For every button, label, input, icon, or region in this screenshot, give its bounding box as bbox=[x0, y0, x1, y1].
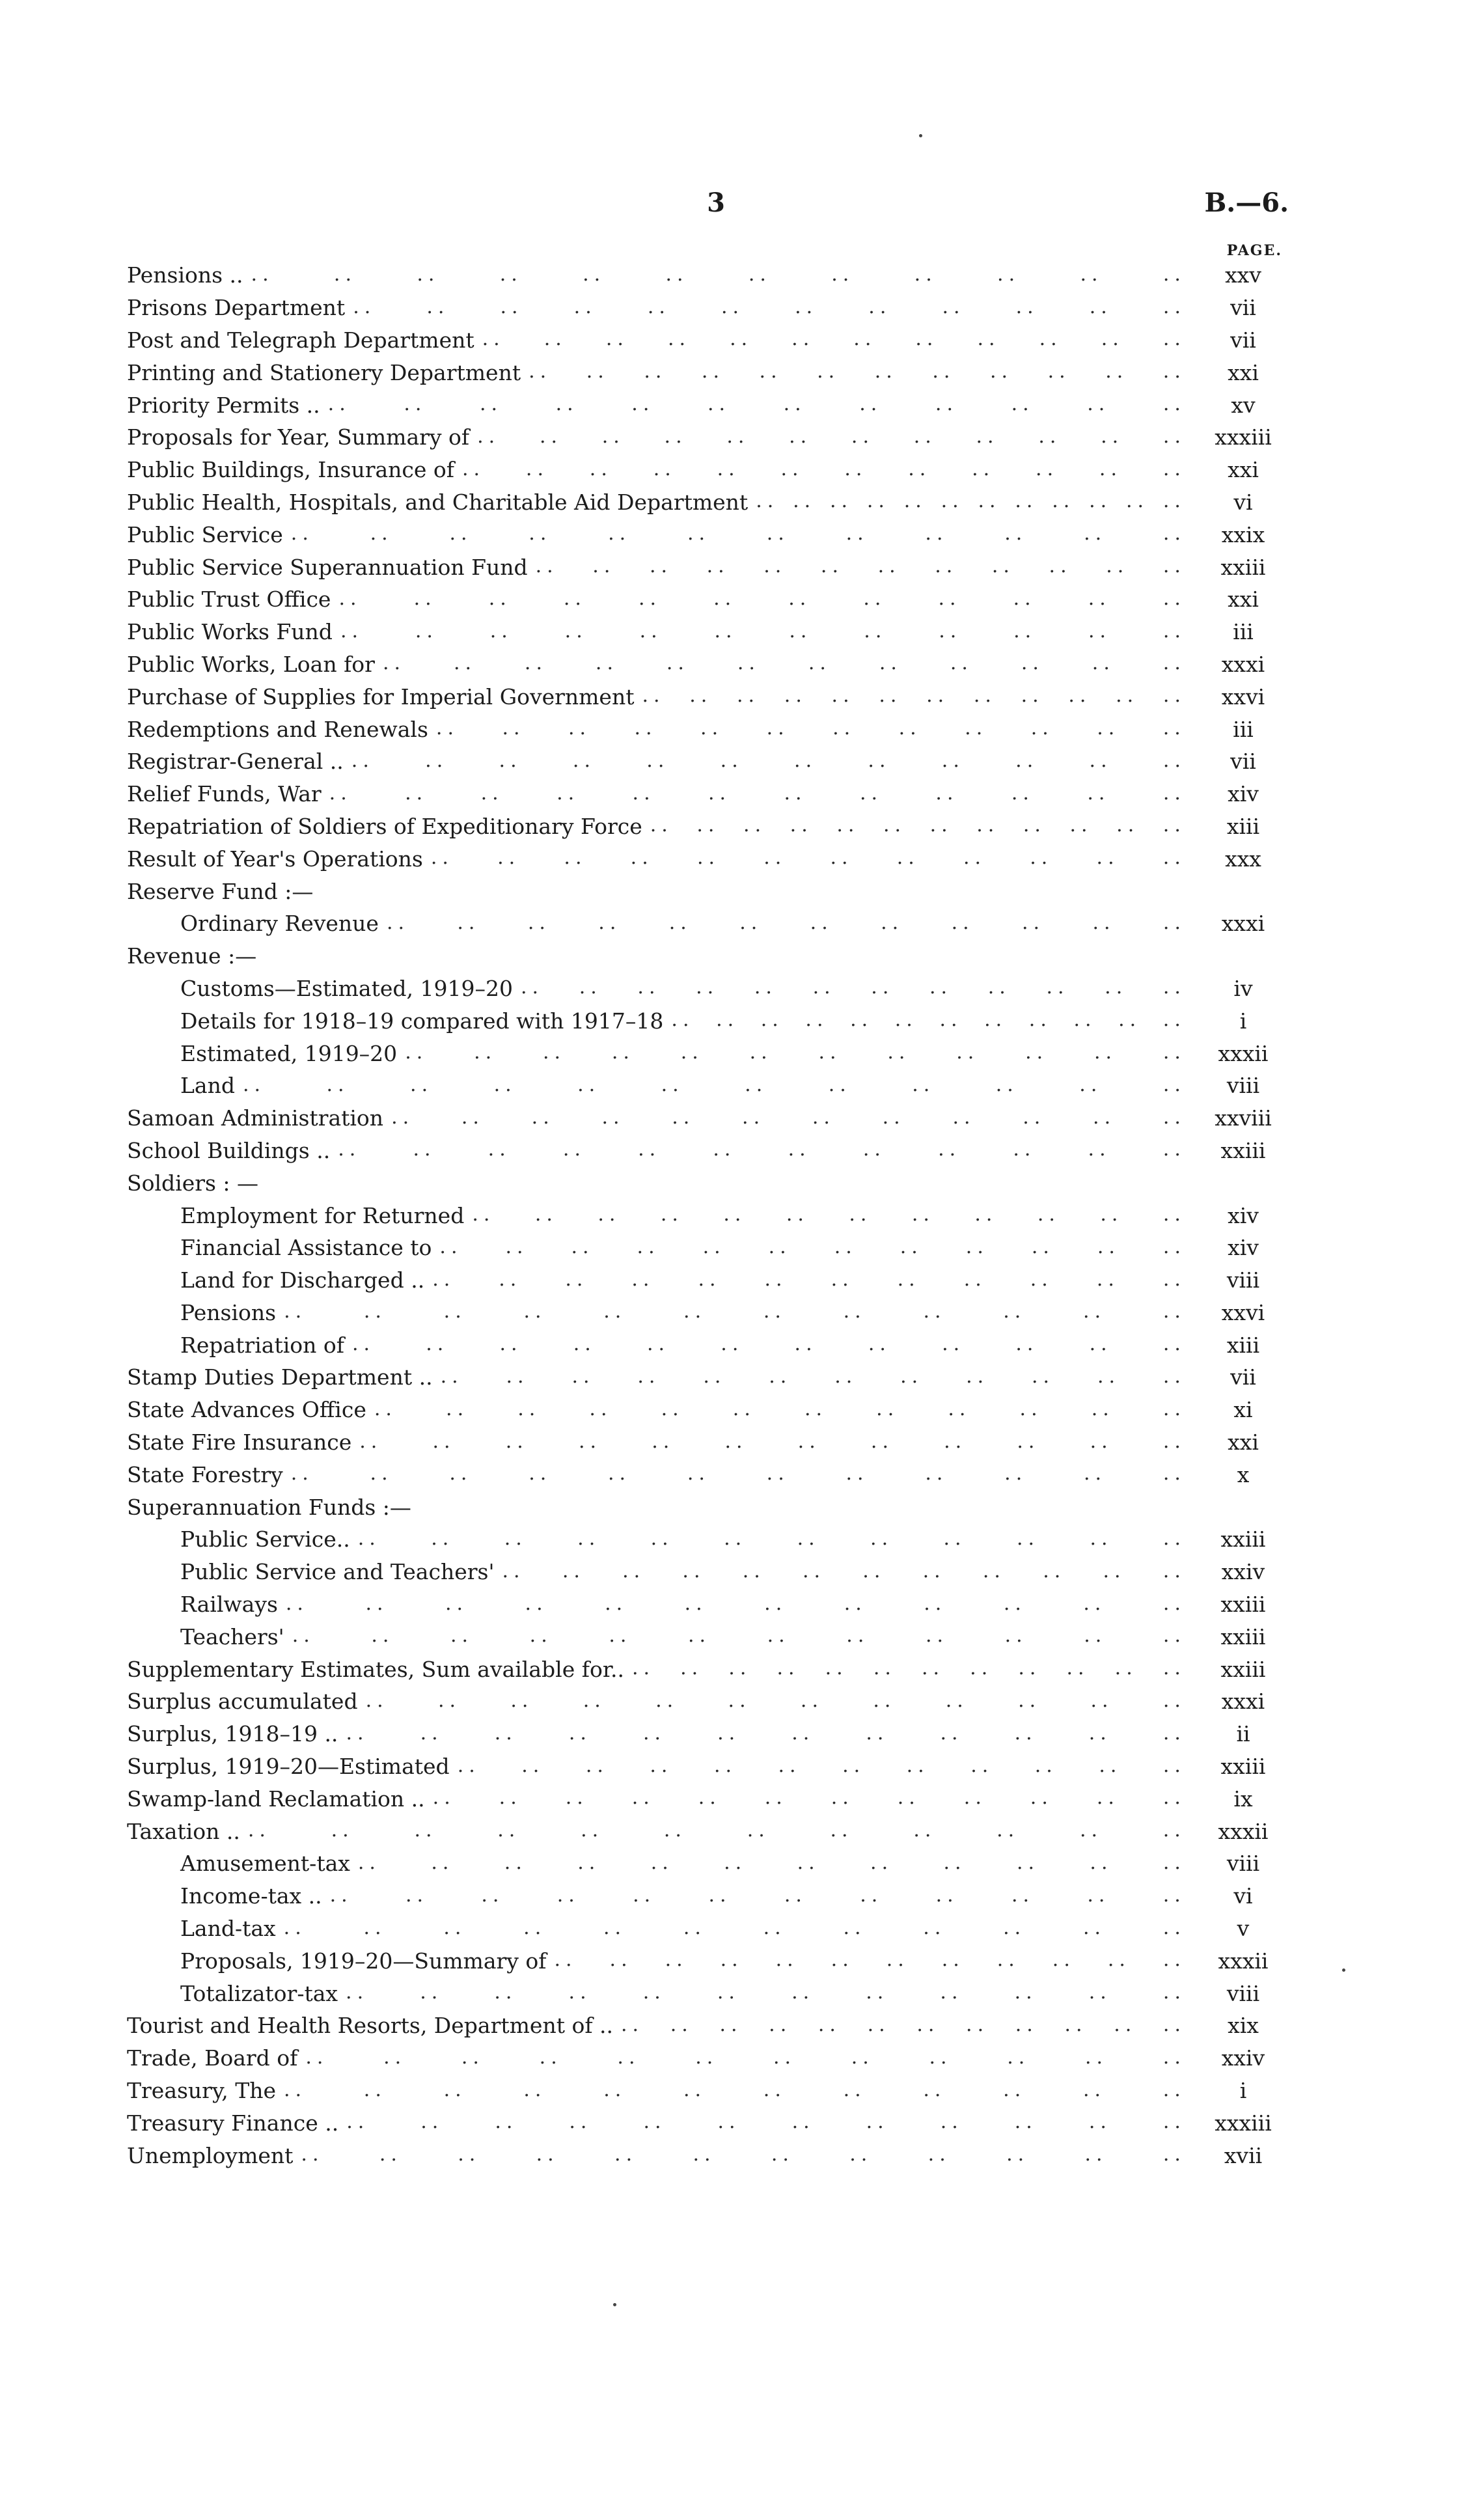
index-entry-page: i bbox=[1239, 1008, 1247, 1034]
index-entry bbox=[127, 2139, 1289, 2172]
dot-leader: .. .. .. .. .. .. .. .. .. .. .. .. bbox=[457, 1757, 1186, 1776]
dot-leader: .. .. .. .. .. .. .. .. .. .. .. .. bbox=[329, 1886, 1186, 1905]
index-entry-label: Amusement-tax bbox=[180, 1851, 350, 1877]
index-entry bbox=[127, 1135, 1289, 1167]
index-entry-label: Public Service Superannuation Fund bbox=[127, 554, 528, 580]
index-entry-label: Superannuation Funds :— bbox=[127, 1494, 411, 1520]
dot-leader: .. .. .. .. .. .. .. .. .. .. .. .. bbox=[435, 720, 1186, 739]
index-entry bbox=[127, 2042, 1289, 2075]
dot-leader: .. .. .. .. .. .. .. .. .. .. .. .. bbox=[756, 493, 1186, 512]
index-entry-page: xxiii bbox=[1220, 1137, 1266, 1163]
index-entry bbox=[127, 324, 1289, 357]
index-entry bbox=[127, 973, 1289, 1005]
index-entry-page: xxvi bbox=[1221, 1299, 1265, 1325]
dot-leader bbox=[321, 882, 1186, 900]
dot-leader: .. .. .. .. .. .. .. .. .. .. .. .. bbox=[359, 1433, 1186, 1452]
dot-leader: .. .. .. .. .. .. .. .. .. .. .. .. bbox=[382, 655, 1186, 674]
dot-leader: .. .. .. .. .. .. .. .. .. .. .. .. bbox=[305, 2049, 1186, 2067]
dot-leader: .. .. .. .. .. .. .. .. .. .. .. .. bbox=[430, 849, 1186, 868]
index-entry-page: vii bbox=[1230, 327, 1256, 353]
dot-leader: .. .. .. .. .. .. .. .. .. .. .. .. bbox=[502, 1562, 1186, 1581]
index-entry-page: xxxi bbox=[1221, 911, 1265, 937]
dot-leader: .. .. .. .. .. .. .. .. .. .. .. .. bbox=[327, 396, 1186, 415]
index-entry bbox=[127, 680, 1289, 713]
dot-leader: .. .. .. .. .. .. .. .. .. .. .. .. bbox=[283, 1919, 1186, 1938]
index-entry-page: xiv bbox=[1228, 1235, 1259, 1261]
index-entry bbox=[127, 1880, 1289, 1912]
index-entry-label: Public Service.. bbox=[180, 1526, 350, 1553]
index-entry-page: xxiii bbox=[1220, 1592, 1266, 1618]
index-entry bbox=[127, 778, 1289, 810]
index-entry-label: Relief Funds, War bbox=[127, 781, 322, 807]
index-entry bbox=[127, 1232, 1289, 1264]
index-entry-label: Teachers' bbox=[180, 1623, 284, 1650]
index-entry bbox=[127, 1037, 1289, 1070]
index-entry bbox=[127, 1944, 1289, 1977]
index-entry bbox=[127, 259, 1289, 292]
index-entry bbox=[127, 1070, 1289, 1102]
index-entry-page: xv bbox=[1231, 392, 1256, 418]
dot-leader: .. .. .. .. .. .. .. .. .. .. .. .. bbox=[285, 1595, 1186, 1614]
index-entry bbox=[127, 389, 1289, 421]
dot-leader: .. .. .. .. .. .. .. .. .. .. .. .. bbox=[554, 1952, 1186, 1970]
index-entry bbox=[127, 356, 1289, 389]
index-entry bbox=[127, 1426, 1289, 1459]
dot-leader: .. .. .. .. .. .. .. .. .. .. .. .. bbox=[432, 1271, 1186, 1290]
dot-leader: .. .. .. .. .. .. .. .. .. .. .. .. bbox=[386, 914, 1186, 933]
scan-speck bbox=[613, 2303, 616, 2306]
index-entry-label: Purchase of Supplies for Imperial Government bbox=[127, 683, 635, 710]
index-list bbox=[127, 259, 1289, 2172]
index-entry-label: Land-tax bbox=[180, 1916, 276, 1942]
index-entry bbox=[127, 875, 1289, 907]
index-entry bbox=[127, 1685, 1289, 1718]
index-entry-page: xxiii bbox=[1220, 1754, 1266, 1780]
dot-leader: .. .. .. .. .. .. .. .. .. .. .. .. bbox=[650, 817, 1186, 836]
index-entry bbox=[127, 1361, 1289, 1394]
index-entry-label: Totalizator-tax bbox=[180, 1980, 338, 2006]
index-entry-label: Trade, Board of bbox=[127, 2045, 298, 2071]
dot-leader: .. .. .. .. .. .. .. .. .. .. .. .. bbox=[247, 1822, 1186, 1841]
index-entry bbox=[127, 940, 1289, 973]
index-entry-page: xxxi bbox=[1221, 1689, 1265, 1715]
index-entry-label: Employment for Returned bbox=[180, 1202, 465, 1228]
index-entry bbox=[127, 551, 1289, 583]
index-entry bbox=[127, 745, 1289, 778]
dot-leader: .. .. .. .. .. .. .. .. .. .. .. .. bbox=[251, 266, 1186, 284]
dot-leader: .. .. .. .. .. .. .. .. .. .. .. .. bbox=[292, 1627, 1186, 1646]
dot-leader: .. .. .. .. .. .. .. .. .. .. .. .. bbox=[391, 1109, 1186, 1127]
index-entry-label: Repatriation of Soldiers of Expeditionary Force bbox=[127, 813, 642, 839]
index-entry-label: Supplementary Estimates, Sum available for.. bbox=[127, 1656, 624, 1682]
index-entry bbox=[127, 454, 1289, 486]
index-entry-label: Reserve Fund :— bbox=[127, 878, 314, 904]
index-entry-label: Unemployment bbox=[127, 2142, 294, 2168]
index-entry bbox=[127, 1912, 1289, 1945]
index-entry-page: viii bbox=[1226, 1073, 1260, 1099]
dot-leader: .. .. .. .. .. .. .. .. .. .. .. .. bbox=[357, 1530, 1186, 1549]
index-entry-label: Income-tax .. bbox=[180, 1883, 322, 1909]
index-entry bbox=[127, 1004, 1289, 1037]
dot-leader: .. .. .. .. .. .. .. .. .. .. .. .. bbox=[346, 1724, 1186, 1743]
dot-leader: .. .. .. .. .. .. .. .. .. .. .. .. bbox=[340, 622, 1186, 641]
index-entry-page: xiv bbox=[1228, 1202, 1259, 1228]
index-entry-label: School Buildings .. bbox=[127, 1137, 331, 1163]
index-entry-page: xxxiii bbox=[1215, 2110, 1272, 2136]
index-entry-page: xxiii bbox=[1220, 1656, 1266, 1682]
index-entry bbox=[127, 1199, 1289, 1232]
index-entry-page: xxiv bbox=[1221, 2045, 1265, 2071]
dot-leader: .. .. .. .. .. .. .. .. .. .. .. .. bbox=[351, 1336, 1186, 1355]
index-entry-label: Pensions bbox=[180, 1299, 277, 1325]
index-entry-page: xxi bbox=[1228, 457, 1259, 483]
index-entry bbox=[127, 1620, 1289, 1653]
index-entry-label: Stamp Duties Department .. bbox=[127, 1364, 433, 1390]
index-entry-label: Soldiers : — bbox=[127, 1170, 259, 1196]
index-entry bbox=[127, 907, 1289, 940]
index-entry bbox=[127, 1847, 1289, 1880]
index-entry-page: xxxiii bbox=[1215, 424, 1272, 450]
index-entry-page: xi bbox=[1233, 1397, 1253, 1423]
index-entry-label: Surplus, 1919–20—Estimated bbox=[127, 1754, 450, 1780]
index-entry-page: viii bbox=[1226, 1267, 1260, 1293]
dot-leader: .. .. .. .. .. .. .. .. .. .. .. .. bbox=[346, 2114, 1186, 2133]
index-entry bbox=[127, 1523, 1289, 1556]
index-entry-page: xxi bbox=[1228, 1429, 1259, 1456]
index-entry-label: Railways bbox=[180, 1592, 278, 1618]
index-entry-page: xxiii bbox=[1220, 1623, 1266, 1650]
index-entry-label: Post and Telegraph Department bbox=[127, 327, 474, 353]
index-entry-label: Public Service bbox=[127, 521, 283, 547]
index-entry bbox=[127, 292, 1289, 324]
index-entry-page: xiii bbox=[1226, 813, 1260, 839]
index-entry bbox=[127, 421, 1289, 454]
dot-leader bbox=[264, 947, 1186, 965]
dot-leader: .. .. .. .. .. .. .. .. .. .. .. .. bbox=[353, 298, 1186, 317]
index-entry-page: vi bbox=[1233, 489, 1253, 515]
index-entry-label: Land for Discharged .. bbox=[180, 1267, 425, 1293]
index-entry-page: vii bbox=[1230, 749, 1256, 775]
index-entry-page: xiv bbox=[1228, 781, 1259, 807]
dot-leader: .. .. .. .. .. .. .. .. .. .. .. .. bbox=[242, 1076, 1186, 1095]
index-entry-label: Priority Permits .. bbox=[127, 392, 320, 418]
dot-leader: .. .. .. .. .. .. .. .. .. .. .. .. bbox=[284, 1303, 1186, 1322]
index-entry bbox=[127, 1750, 1289, 1783]
index-entry bbox=[127, 810, 1289, 843]
dot-leader: .. .. .. .. .. .. .. .. .. .. .. .. bbox=[642, 687, 1186, 706]
dot-leader: .. .. .. .. .. .. .. .. .. .. .. .. bbox=[351, 752, 1186, 771]
index-entry bbox=[127, 2075, 1289, 2107]
index-entry-label: Taxation .. bbox=[127, 1818, 240, 1844]
index-entry bbox=[127, 616, 1289, 648]
dot-leader bbox=[419, 1498, 1186, 1516]
index-entry-label: State Fire Insurance bbox=[127, 1429, 352, 1456]
dot-leader: .. .. .. .. .. .. .. .. .. .. .. .. bbox=[671, 1012, 1186, 1030]
dot-leader: .. .. .. .. .. .. .. .. .. .. .. .. bbox=[405, 1044, 1186, 1063]
index-entry bbox=[127, 1718, 1289, 1750]
index-entry bbox=[127, 842, 1289, 875]
dot-leader: .. .. .. .. .. .. .. .. .. .. .. .. bbox=[338, 1141, 1186, 1160]
index-entry-label: Surplus accumulated bbox=[127, 1689, 358, 1715]
index-entry-label: Result of Year's Operations bbox=[127, 846, 423, 872]
scan-speck bbox=[919, 134, 922, 137]
index-entry bbox=[127, 1815, 1289, 1847]
index-entry-label: Customs—Estimated, 1919–20 bbox=[180, 975, 513, 1001]
dot-leader: .. .. .. .. .. .. .. .. .. .. .. .. bbox=[374, 1400, 1186, 1419]
index-entry bbox=[127, 518, 1289, 551]
index-entry-page: xxxii bbox=[1218, 1948, 1269, 1974]
index-entry-label: Proposals, 1919–20—Summary of bbox=[180, 1948, 547, 1974]
index-entry bbox=[127, 583, 1289, 616]
index-entry-label: State Forestry bbox=[127, 1461, 283, 1487]
index-entry-label: Revenue :— bbox=[127, 943, 257, 969]
dot-leader: .. .. .. .. .. .. .. .. .. .. .. .. bbox=[357, 1854, 1186, 1873]
index-entry-label: Registrar-General .. bbox=[127, 749, 344, 775]
index-entry-label: Treasury Finance .. bbox=[127, 2110, 339, 2136]
index-entry-page: xxiv bbox=[1221, 1559, 1265, 1585]
index-entry bbox=[127, 1588, 1289, 1621]
index-entry bbox=[127, 1653, 1289, 1685]
page-number: 3 bbox=[707, 187, 725, 218]
index-entry-label: Details for 1918–19 compared with 1917–18 bbox=[180, 1008, 664, 1034]
dot-leader: .. .. .. .. .. .. .. .. .. .. .. .. bbox=[631, 1660, 1186, 1679]
index-entry-label: Public Works, Loan for bbox=[127, 651, 375, 677]
index-entry-page: xxviii bbox=[1215, 1105, 1272, 1131]
dot-leader: .. .. .. .. .. .. .. .. .. .. .. .. bbox=[472, 1206, 1186, 1224]
index-entry bbox=[127, 1329, 1289, 1361]
index-entry-label: Surplus, 1918–19 .. bbox=[127, 1721, 338, 1747]
dot-leader: .. .. .. .. .. .. .. .. .. .. .. .. bbox=[346, 1984, 1186, 2003]
dot-leader: .. .. .. .. .. .. .. .. .. .. .. .. bbox=[440, 1368, 1186, 1387]
index-entry bbox=[127, 1167, 1289, 1199]
index-entry bbox=[127, 713, 1289, 745]
index-entry-page: iv bbox=[1233, 975, 1253, 1001]
index-entry-label: Prisons Department bbox=[127, 295, 346, 321]
dot-leader: .. .. .. .. .. .. .. .. .. .. .. .. bbox=[439, 1238, 1186, 1257]
index-entry-page: x bbox=[1237, 1461, 1250, 1487]
dot-leader: .. .. .. .. .. .. .. .. .. .. .. .. bbox=[338, 590, 1186, 609]
index-entry-page: xxvi bbox=[1221, 683, 1265, 710]
document-code: B.—6. bbox=[1204, 187, 1289, 218]
index-entry-label: Pensions .. bbox=[127, 262, 243, 288]
index-entry bbox=[127, 1977, 1289, 2009]
index-entry-page: vi bbox=[1233, 1883, 1253, 1909]
index-entry-label: Estimated, 1919–20 bbox=[180, 1040, 398, 1066]
dot-leader: .. .. .. .. .. .. .. .. .. .. .. .. bbox=[290, 525, 1186, 544]
dot-leader: .. .. .. .. .. .. .. .. .. .. .. .. bbox=[432, 1789, 1186, 1808]
dot-leader: .. .. .. .. .. .. .. .. .. .. .. .. bbox=[329, 784, 1186, 803]
dot-leader: .. .. .. .. .. .. .. .. .. .. .. .. bbox=[301, 2146, 1186, 2165]
index-entry bbox=[127, 1491, 1289, 1523]
dot-leader bbox=[266, 1174, 1186, 1192]
index-entry-page: xxix bbox=[1221, 521, 1265, 547]
index-entry-page: viii bbox=[1226, 1980, 1260, 2006]
index-entry-page: vii bbox=[1230, 295, 1256, 321]
index-entry-page: vii bbox=[1230, 1364, 1256, 1390]
index-entry-label: Public Buildings, Insurance of bbox=[127, 457, 455, 483]
dot-leader: .. .. .. .. .. .. .. .. .. .. .. .. bbox=[290, 1465, 1186, 1484]
index-entry-page: xxxii bbox=[1218, 1040, 1269, 1066]
dot-leader: .. .. .. .. .. .. .. .. .. .. .. .. bbox=[284, 2081, 1186, 2100]
dot-leader: .. .. .. .. .. .. .. .. .. .. .. .. bbox=[621, 2016, 1186, 2035]
index-entry-page: xxxi bbox=[1221, 651, 1265, 677]
index-entry-page: xxiii bbox=[1220, 554, 1266, 580]
dot-leader: .. .. .. .. .. .. .. .. .. .. .. .. bbox=[520, 979, 1186, 998]
index-entry-page: iii bbox=[1233, 716, 1254, 742]
index-entry-page: viii bbox=[1226, 1851, 1260, 1877]
index-entry-label: Tourist and Health Resorts, Department of .. bbox=[127, 2013, 613, 2039]
index-entry bbox=[127, 1297, 1289, 1329]
index-entry-page: ii bbox=[1236, 1721, 1250, 1747]
index-entry-page: xix bbox=[1228, 2013, 1259, 2039]
index-entry-page: xxxii bbox=[1218, 1818, 1269, 1844]
index-entry-label: Public Service and Teachers' bbox=[180, 1559, 495, 1585]
index-entry-page: xxx bbox=[1225, 846, 1261, 872]
index-entry-page: xxiii bbox=[1220, 1526, 1266, 1553]
index-entry-label: Public Trust Office bbox=[127, 587, 331, 613]
index-entry-label: Swamp-land Reclamation .. bbox=[127, 1786, 425, 1812]
index-entry-label: Repatriation of bbox=[180, 1332, 344, 1358]
index-entry-page: xxv bbox=[1225, 262, 1261, 288]
index-entry-label: Ordinary Revenue bbox=[180, 911, 379, 937]
index-entry bbox=[127, 486, 1289, 519]
index-entry-label: Proposals for Year, Summary of bbox=[127, 424, 470, 450]
index-entry-page: iii bbox=[1233, 619, 1254, 645]
index-entry-label: Samoan Administration bbox=[127, 1105, 384, 1131]
index-entry bbox=[127, 1458, 1289, 1491]
index-entry bbox=[127, 1556, 1289, 1588]
index-entry-label: Public Health, Hospitals, and Charitable Aid Department bbox=[127, 489, 749, 515]
index-entry bbox=[127, 2009, 1289, 2042]
index-entry-page: ix bbox=[1233, 1786, 1253, 1812]
index-entry-label: Public Works Fund bbox=[127, 619, 333, 645]
index-entry-label: Redemptions and Renewals bbox=[127, 716, 428, 742]
index-entry-label: State Advances Office bbox=[127, 1397, 366, 1423]
index-entry bbox=[127, 1394, 1289, 1426]
index-entry-label: Land bbox=[180, 1073, 235, 1099]
index-entry bbox=[127, 1782, 1289, 1815]
index-entry-label: Treasury, The bbox=[127, 2078, 276, 2104]
dot-leader: .. .. .. .. .. .. .. .. .. .. .. .. bbox=[477, 428, 1186, 447]
index-entry bbox=[127, 1264, 1289, 1297]
dot-leader: .. .. .. .. .. .. .. .. .. .. .. .. bbox=[529, 363, 1186, 382]
index-entry-page: v bbox=[1237, 1916, 1250, 1942]
index-entry-page: xvii bbox=[1224, 2142, 1263, 2168]
index-entry-label: Printing and Stationery Department bbox=[127, 359, 521, 385]
index-entry-page: xiii bbox=[1226, 1332, 1260, 1358]
index-entry-page: xxi bbox=[1228, 359, 1259, 385]
index-entry-page: i bbox=[1239, 2078, 1247, 2104]
dot-leader: .. .. .. .. .. .. .. .. .. .. .. .. bbox=[482, 331, 1186, 350]
index-entry bbox=[127, 1102, 1289, 1135]
index-entry bbox=[127, 648, 1289, 681]
dot-leader: .. .. .. .. .. .. .. .. .. .. .. .. bbox=[365, 1692, 1186, 1711]
page-column-heading: PAGE. bbox=[1226, 242, 1282, 259]
scan-speck bbox=[1342, 1968, 1345, 1972]
dot-leader: .. .. .. .. .. .. .. .. .. .. .. .. bbox=[462, 460, 1186, 479]
index-entry-label: Financial Assistance to bbox=[180, 1235, 432, 1261]
dot-leader: .. .. .. .. .. .. .. .. .. .. .. .. bbox=[535, 558, 1186, 577]
index-entry-page: xxi bbox=[1228, 587, 1259, 613]
index-entry bbox=[127, 2106, 1289, 2139]
